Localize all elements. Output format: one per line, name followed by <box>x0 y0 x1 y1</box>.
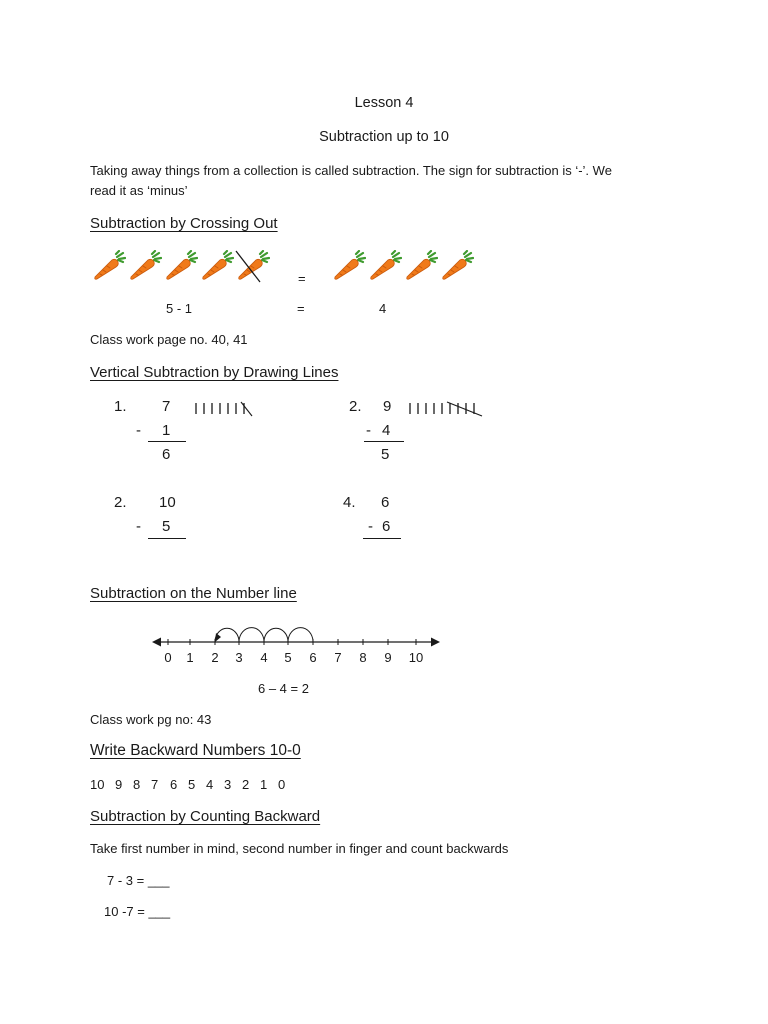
number-line-label: 5 <box>284 650 292 665</box>
number-line-equation: 6 – 4 = 2 <box>258 681 309 696</box>
backward-number: 9 <box>115 777 123 792</box>
problem-2-tally-marks <box>407 400 491 420</box>
heading-backward-numbers: Write Backward Numbers 10-0 <box>90 742 301 759</box>
problem-2-bottom: 4 <box>382 422 391 439</box>
problem-1-answer-line <box>148 441 186 442</box>
carrot-icon <box>332 250 366 282</box>
backward-number: 0 <box>278 777 286 792</box>
problem-1-answer: 6 <box>162 446 171 463</box>
backward-number: 4 <box>206 777 214 792</box>
expression-left: 5 - 1 <box>166 301 193 316</box>
problem-4-top: 6 <box>381 494 390 511</box>
number-line-label: 8 <box>359 650 367 665</box>
problem-2-answer-line <box>364 441 404 442</box>
exercise-1: 7 - 3 = ___ <box>107 873 170 888</box>
tally-cross-out-line <box>241 402 252 416</box>
heading-counting-backward: Subtraction by Counting Backward <box>90 808 321 825</box>
number-line-jump-arc <box>264 628 288 642</box>
number-line-jump-arc <box>288 628 313 642</box>
cross-out-mark <box>234 249 264 285</box>
number-line-jump-arc <box>239 628 264 642</box>
carrot-icon <box>200 250 234 282</box>
heading-crossing-out: Subtraction by Crossing Out <box>90 215 278 232</box>
problem-4-answer-line <box>363 538 401 539</box>
problem-1-op: - <box>136 422 141 439</box>
number-line-label: 6 <box>309 650 317 665</box>
problem-2-label: 2. <box>349 398 362 415</box>
intro-line-1: Taking away things from a collection is called subtraction. The sign for subtraction is ‘-’. We <box>90 163 612 178</box>
number-line-label: 1 <box>186 650 194 665</box>
number-line-label: 3 <box>235 650 243 665</box>
problem-4-label: 4. <box>343 494 356 511</box>
lesson-title: Lesson 4 <box>354 95 414 111</box>
number-line-label: 0 <box>164 650 172 665</box>
exercise-2: 10 -7 = ___ <box>104 904 171 919</box>
carrot-icon <box>368 250 402 282</box>
number-line-label: 7 <box>334 650 342 665</box>
number-line-arrowhead <box>215 633 221 642</box>
number-line-label: 4 <box>260 650 268 665</box>
carrot-icon <box>404 250 438 282</box>
carrot-icon <box>92 250 126 282</box>
classwork-note-1: Class work page no. 40, 41 <box>90 332 248 347</box>
carrot-icon <box>164 250 198 282</box>
problem-3-label: 2. <box>114 494 127 511</box>
backward-number: 10 <box>90 777 105 792</box>
heading-vertical-subtraction: Vertical Subtraction by Drawing Lines <box>90 364 339 381</box>
backward-number: 2 <box>242 777 250 792</box>
carrot-icon <box>440 250 474 282</box>
number-line-left-arrow <box>152 638 161 647</box>
backward-number: 5 <box>188 777 196 792</box>
problem-3-bottom: 5 <box>162 518 171 535</box>
problem-3-answer-line <box>148 538 186 539</box>
number-line <box>150 624 442 672</box>
problem-2-op: - <box>366 422 371 439</box>
counting-instruction: Take first number in mind, second number in finger and count backwards <box>90 841 509 856</box>
problem-1-label: 1. <box>114 398 127 415</box>
intro-paragraph <box>90 161 660 201</box>
backward-number: 8 <box>133 777 141 792</box>
number-line-right-arrow <box>431 638 440 647</box>
problem-2-top: 9 <box>383 398 392 415</box>
problem-4-bottom: 6 <box>382 518 391 535</box>
number-line-label: 10 <box>408 650 424 665</box>
classwork-note-2: Class work pg no: 43 <box>90 712 212 727</box>
number-line-label: 9 <box>384 650 392 665</box>
expression-equals: = <box>297 301 305 316</box>
backward-number: 6 <box>170 777 178 792</box>
tally-cross-out-line <box>447 402 482 416</box>
problem-3-top: 10 <box>159 494 176 511</box>
intro-line-2: read it as ‘minus’ <box>90 183 188 198</box>
problem-1-bottom: 1 <box>162 422 171 439</box>
backward-number: 7 <box>151 777 159 792</box>
backward-number: 1 <box>260 777 268 792</box>
problem-1-top: 7 <box>162 398 171 415</box>
carrot-icon <box>128 250 162 282</box>
expression-result: 4 <box>379 301 387 316</box>
problem-4-op: - <box>368 518 373 535</box>
number-line-label: 2 <box>211 650 219 665</box>
backward-number: 3 <box>224 777 232 792</box>
problem-3-op: - <box>136 518 141 535</box>
problem-1-tally-marks <box>193 400 263 420</box>
page-subtitle: Subtraction up to 10 <box>319 129 449 145</box>
problem-2-answer: 5 <box>381 446 390 463</box>
carrot-equals-sign: = <box>298 271 306 286</box>
heading-number-line: Subtraction on the Number line <box>90 585 297 602</box>
